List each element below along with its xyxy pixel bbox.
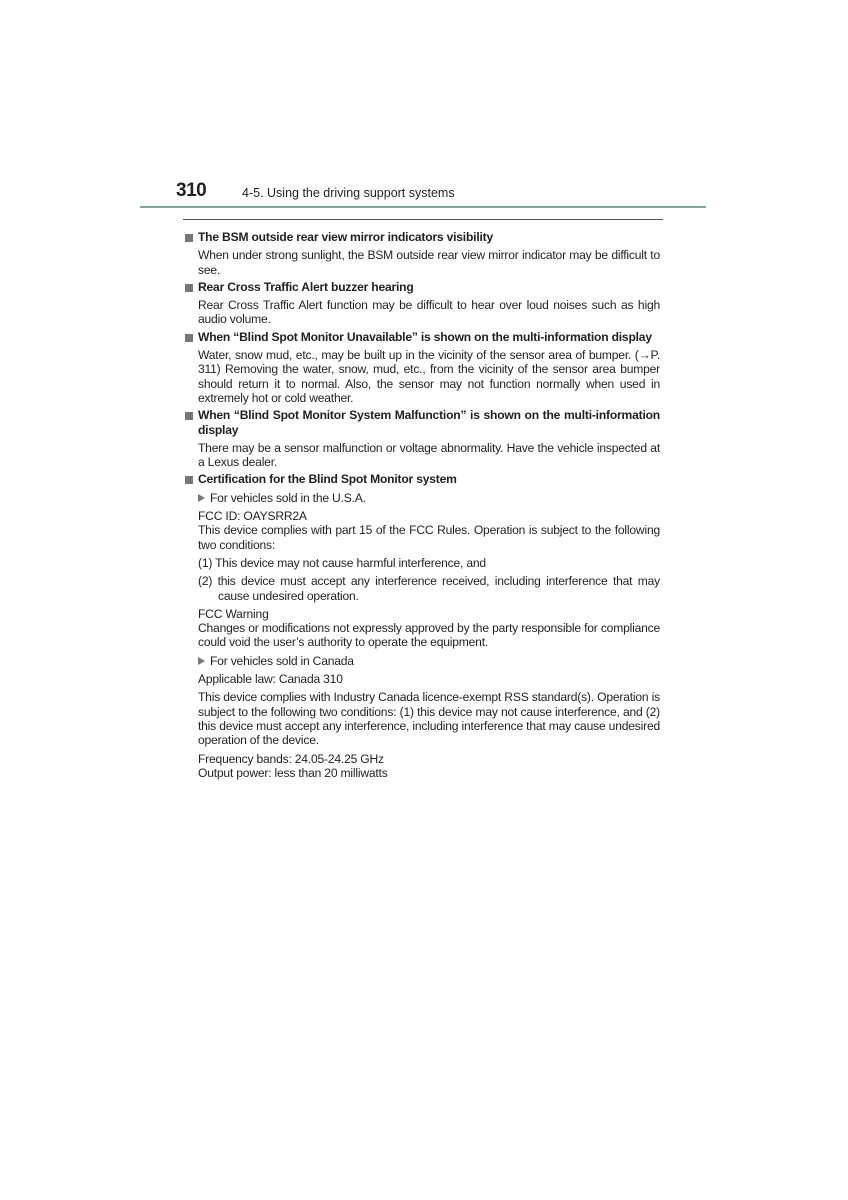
item-heading <box>184 408 660 437</box>
item-heading-text: Rear Cross Traffic Alert buzzer hearing <box>198 279 414 294</box>
section-title: 4-5. Using the driving support systems <box>242 186 455 200</box>
item-heading-text: When “Blind Spot Monitor Unavailable” is shown on the multi-information display <box>198 329 652 344</box>
canada-label: For vehicles sold in Canada <box>210 653 354 668</box>
output-power: Output power: less than 20 milliwatts <box>198 765 388 780</box>
canada-law: Applicable law: Canada 310 <box>198 672 343 687</box>
canada-subheading <box>184 654 660 668</box>
square-bullet-icon <box>185 334 193 342</box>
item-body: When under strong sunlight, the BSM outside rear view mirror indicator may be difficult to see. <box>198 248 660 277</box>
fcc-block <box>184 509 660 552</box>
square-bullet-icon <box>185 234 193 242</box>
canada-body: This device complies with Industry Canada licence-exempt RSS standard(s). Operation is subject to the following two conditions: (1) this device may not cause interference, and (2) this device must accept any interference, including interference that may cause undesired operation of the device. <box>198 690 660 748</box>
canada-specs <box>184 752 660 781</box>
fcc-intro: This device complies with part 15 of the FCC Rules. Operation is subject to the following two conditions: <box>198 523 660 552</box>
header-rule <box>140 206 706 208</box>
item-heading-text: Certification for the Blind Spot Monitor system <box>198 472 457 487</box>
fcc-warning-block <box>184 607 660 650</box>
fcc-warning-body: Changes or modifications not expressly approved by the party responsible for compliance could void the user’s authority to operate the equipment. <box>198 621 660 650</box>
fcc-warning-title: FCC Warning <box>198 606 269 621</box>
item-heading-text: The BSM outside rear view mirror indicators visibility <box>198 230 493 244</box>
item-heading <box>184 330 660 344</box>
content-top-rule <box>183 219 663 220</box>
triangle-bullet-icon <box>198 657 205 665</box>
square-bullet-icon <box>185 476 193 484</box>
item-body: Rear Cross Traffic Alert function may be difficult to hear over loud noises such as high audio volume. <box>198 298 660 327</box>
square-bullet-icon <box>185 284 193 292</box>
square-bullet-icon <box>185 412 193 420</box>
fcc-id: FCC ID: OAYSRR2A <box>198 509 307 524</box>
item-heading <box>184 280 660 294</box>
item-body: There may be a sensor malfunction or voltage abnormality. Have the vehicle inspected at a Lexus dealer. <box>198 440 660 470</box>
usa-label: For vehicles sold in the U.S.A. <box>210 490 366 505</box>
fcc-condition-2: (2) this device must accept any interference received, including interference that may cause undesired operation. <box>198 574 660 603</box>
page-number: 310 <box>176 180 207 201</box>
triangle-bullet-icon <box>198 494 205 502</box>
usa-subheading <box>184 491 660 505</box>
item-heading <box>184 230 660 244</box>
certification-heading <box>184 472 660 486</box>
item-heading-text: When “Blind Spot Monitor System Malfunction” is shown on the multi-information display <box>198 408 660 437</box>
item-body: Water, snow mud, etc., may be built up in the vicinity of the sensor area of bumper. (→P. 311) Removing the water, snow, mud, etc., from the vicinity of the sensor area bumper should return it to normal. Also, the sensor may not function normally when used in extremely hot or cold weather. <box>198 348 660 405</box>
frequency-bands: Frequency bands: 24.05-24.25 GHz <box>198 751 384 766</box>
page-content <box>184 227 660 780</box>
fcc-condition-1: (1) This device may not cause harmful interference, and <box>198 555 486 570</box>
